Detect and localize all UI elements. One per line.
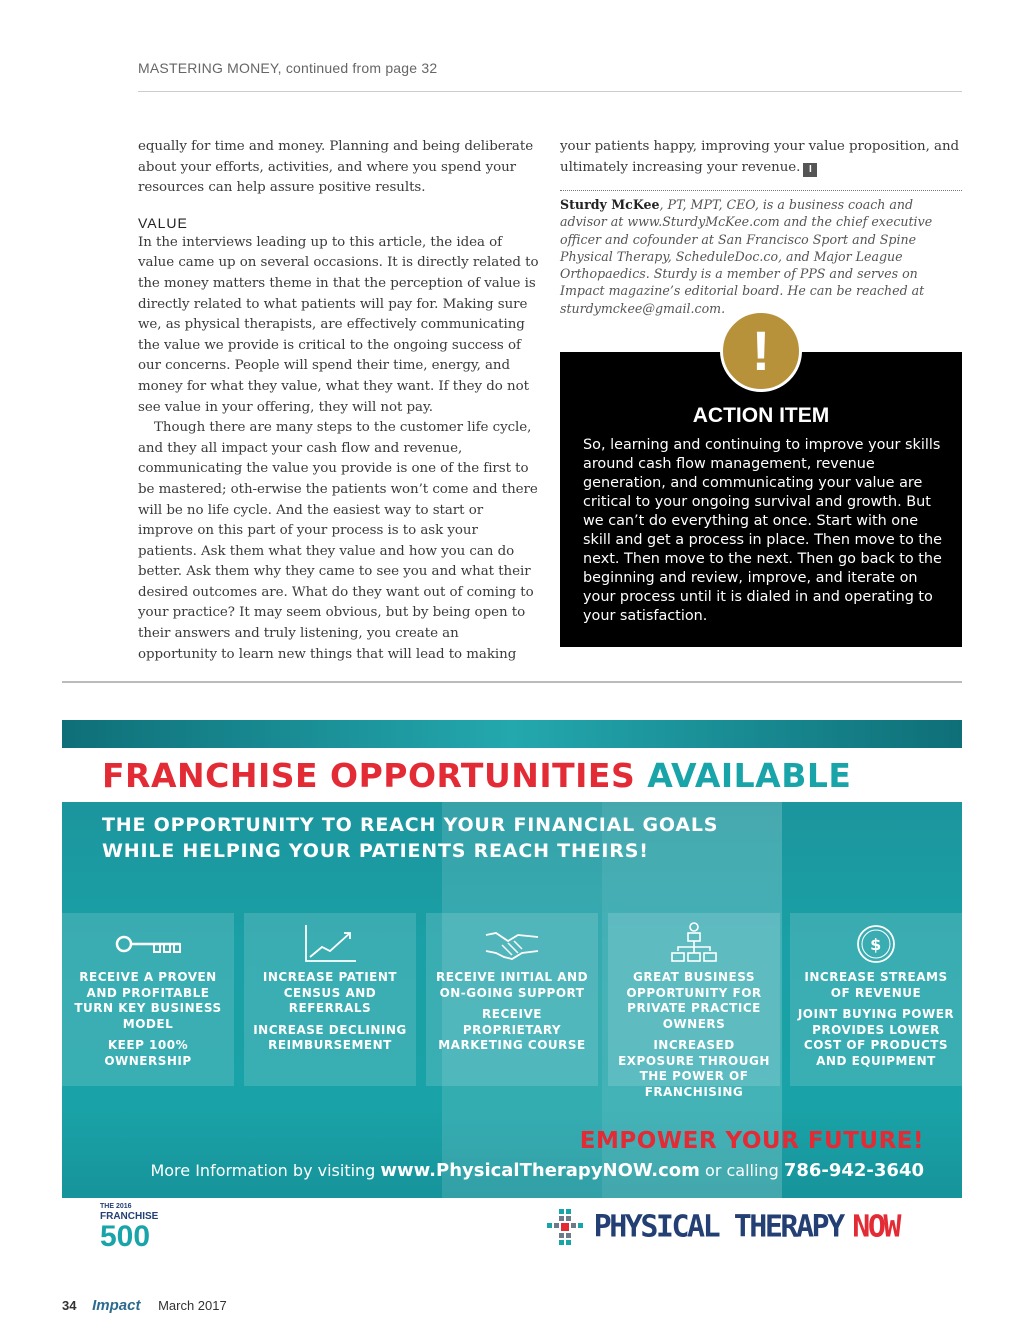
feature-text: INCREASED EXPOSURE THROUGH THE POWER OF FRANCHISING	[618, 1038, 770, 1099]
action-item-title: ACTION ITEM	[692, 404, 830, 427]
ad-top-band	[62, 720, 962, 748]
pt-logo-text: PHYSICAL THERAPY	[593, 1209, 843, 1245]
franchise-logo-word: FRANCHISE	[100, 1211, 159, 1222]
franchise-500-logo	[100, 1203, 220, 1253]
feature-card	[62, 913, 234, 1086]
section-divider	[62, 681, 962, 683]
handshake-icon	[432, 921, 592, 967]
pt-logo-now: NOW	[852, 1209, 899, 1245]
running-head: MASTERING MONEY, continued from page 32	[138, 60, 438, 76]
page-footer	[62, 1297, 227, 1314]
ad-headline-teal: AVAILABLE	[647, 756, 852, 795]
feature-text: INCREASE DECLINING REIMBURSEMENT	[253, 1022, 407, 1052]
ad-contact-line	[102, 1160, 924, 1181]
feature-text: JOINT BUYING POWER PROVIDES LOWER COST OF PRODUCTS AND EQUIPMENT	[797, 1007, 955, 1068]
ad-contact-prefix: More Information by visiting	[150, 1161, 376, 1180]
cross-grid-icon	[546, 1208, 584, 1246]
dollar-coin-icon	[796, 921, 956, 967]
end-mark-icon: I	[803, 163, 817, 177]
paragraph: your patients happy, improving your value proposition, and ultimately increasing your revenue.	[560, 139, 960, 175]
ad-headline	[102, 756, 851, 795]
author-bio-text: , PT, MPT, CEO, is a business coach and advisor at www.SturdyMcKee.com and the chief executive officer and cofounder at San Francisco Sport and Spine Physical Therapy, ScheduleDoc.co, and Major League Orthopaedics. Sturdy is a member of PPS and serves on Impact magazine’s editorial board. He can be reached at sturdymckee@gmail.com.	[560, 197, 933, 316]
feature-text: RECEIVE INITIAL AND ON-GOING SUPPORT	[435, 970, 589, 1000]
paragraph: equally for time and money. Planning and being deliberate about your efforts, activities, and where you spend your resources can help assure positive results.	[138, 139, 534, 196]
magazine-name: Impact	[92, 1297, 141, 1314]
author-name: Sturdy McKee	[560, 197, 660, 212]
physical-therapy-now-logo	[546, 1208, 899, 1252]
feature-card	[426, 913, 598, 1086]
left-column	[138, 137, 540, 665]
author-bio	[560, 196, 962, 317]
ad-contact-or: or calling	[705, 1161, 779, 1180]
feature-text: RECEIVE PROPRIETARY MARKETING COURSE	[438, 1007, 586, 1052]
feature-card	[608, 913, 780, 1099]
header-divider	[138, 91, 962, 92]
dollar-glyph: $	[870, 935, 882, 954]
paragraph: Though there are many steps to the customer life cycle, and they all impact your cash flow and revenue, communicating the value you provide is one of the first to be mastered; oth-erwise the patients won’t come and there will be no life cycle. And the easiest way to start or improve on this part of your process is to ask your patients. Ask them what they value and how you can do better. Ask them why they came to see you and what their desired outcomes are. What do they want out of coming to your practice? It may seem obvious, but by being open to their answers and truly listening, you create an opportunity to learn new things that will lead to making	[138, 420, 538, 662]
ad-subheadline	[102, 812, 802, 864]
franchise-logo-number: 500	[100, 1220, 151, 1253]
exclamation-icon: !	[720, 310, 802, 392]
section-heading: VALUE	[138, 214, 188, 231]
feature-card	[244, 913, 416, 1086]
feature-text: GREAT BUSINESS OPPORTUNITY FOR PRIVATE PRACTICE OWNERS	[626, 970, 762, 1031]
ad-slogan: EMPOWER YOUR FUTURE!	[579, 1128, 924, 1154]
feature-text: KEEP 100% OWNERSHIP	[104, 1038, 192, 1068]
paragraph: In the interviews leading up to this article, the idea of value came up on several occasions. It is directly related to the money matters theme in that the perception of value is directly related to what patients will pay for. Making sure we, as physical therapists, are effectively communicating the value we provide is critical to the ongoing success of our concerns. People will spend their time, energy, and money for what they value, what they want. If they do not see value in your offering, they will not pay.	[138, 234, 539, 415]
franchise-advertisement	[62, 720, 962, 1278]
feature-card	[790, 913, 962, 1086]
key-icon	[68, 921, 228, 967]
ad-phone-number[interactable]: 786-942-3640	[783, 1160, 924, 1181]
franchise-logo-year: THE 2016	[100, 1203, 132, 1210]
org-chart-icon	[614, 921, 774, 967]
feature-text: INCREASE STREAMS OF REVENUE	[804, 970, 948, 1000]
action-item-body: So, learning and continuing to improve your skills around cash flow management, revenue generation, and communicating your value are critical to your ongoing survival and growth. But we can’t do everything at once. Start with one skill and get a process in place. Then move to the next. Then move to the next. Then go back to the beginning and review, improve, and iterate on your process until it is dialed in and operating to your satisfaction.	[583, 437, 942, 624]
feature-text: RECEIVE A PROVEN AND PROFITABLE TURN KEY BUSINESS MODEL	[74, 970, 222, 1031]
ad-subheadline-line: THE OPPORTUNITY TO REACH YOUR FINANCIAL GOALS	[102, 814, 719, 836]
ad-website-link[interactable]: www.PhysicalTherapyNOW.com	[380, 1160, 700, 1181]
right-column	[560, 137, 962, 178]
issue-date: March 2017	[158, 1298, 227, 1313]
page-number: 34	[62, 1298, 77, 1313]
ad-headline-red: FRANCHISE OPPORTUNITIES	[102, 756, 636, 795]
chart-icon	[250, 921, 410, 967]
feature-text: INCREASE PATIENT CENSUS AND REFERRALS	[262, 970, 398, 1015]
ad-subheadline-line: WHILE HELPING YOUR PATIENTS REACH THEIRS!	[102, 840, 649, 862]
bio-divider	[560, 190, 962, 191]
